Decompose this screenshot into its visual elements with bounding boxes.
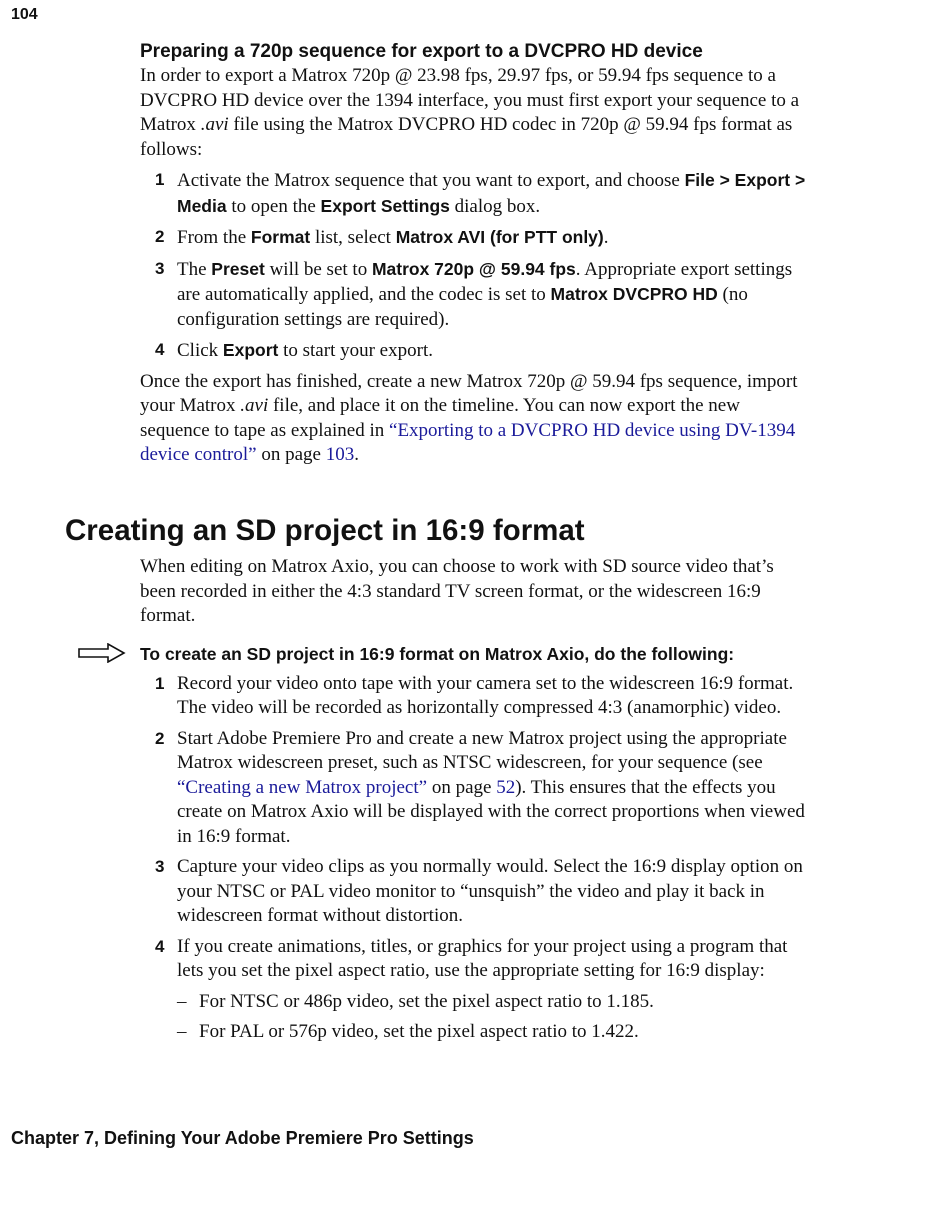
step-text: Click xyxy=(177,340,223,361)
subsection-heading: Preparing a 720p sequence for export to a DVCPRO HD device xyxy=(140,41,703,62)
section-intro: When editing on Matrox Axio, you can choose to work with SD source video that’s been recorded in either the 4:3 standard TV screen format, or the widescreen 16:9 format. xyxy=(140,556,774,626)
ui-term: Format xyxy=(250,227,311,247)
step-number: 1 xyxy=(155,170,165,189)
step-3 xyxy=(140,855,812,929)
outro-text: Once the export has finished, create a new Matrox 720p @ 59.94 fps sequence, import your Matrox xyxy=(140,370,798,416)
ui-term: Export xyxy=(222,340,279,360)
page-link[interactable]: 103 xyxy=(325,444,355,465)
intro-avi: .avi xyxy=(200,114,229,135)
right-arrow-outline-icon xyxy=(78,643,126,663)
step-text: Capture your video clips as you normally would. Select the 16:9 display option on your NTSC or PAL video monitor to “unsquish” the video and play it back in widescreen format without distortion. xyxy=(177,856,803,926)
step-number: 4 xyxy=(155,936,165,956)
bullet-pal xyxy=(177,1020,812,1045)
intro-text-1: In order to export a Matrox 720p @ 23.98 fps, 29.97 fps, or 59.94 fps sequence to a DVCPRO HD device over the 1394 interface, you must first export your sequence to a Matrox xyxy=(140,65,800,135)
outro-text: . xyxy=(354,444,359,465)
step-number: 1 xyxy=(155,673,165,693)
step-3 xyxy=(140,257,812,333)
cross-reference-link[interactable]: “Creating a new Matrox project” xyxy=(177,776,428,798)
outro-avi: .avi xyxy=(240,395,269,416)
page-number: 104 xyxy=(11,6,38,23)
export-steps xyxy=(140,168,812,364)
procedure-lead: To create an SD project in 16:9 format on Matrox Axio, do the following: xyxy=(140,643,735,664)
menu-path: File > Export > Media xyxy=(177,170,806,216)
step-number: 2 xyxy=(155,227,165,246)
bullet-text: For NTSC or 486p video, set the pixel aspect ratio to 1.185. xyxy=(199,990,654,1012)
outro-text: on page xyxy=(256,444,326,465)
step-text: If you create animations, titles, or graphics for your project using a program that lets you set the pixel aspect ratio, use the appropriate setting for 16:9 display: xyxy=(177,935,788,981)
outro-text: file, and place it on the timeline. You can now export the new sequence to tape as explained in xyxy=(140,395,740,441)
step-number: 2 xyxy=(155,728,165,748)
sd-steps xyxy=(140,672,812,1045)
step-text: Start Adobe Premiere Pro and create a new Matrox project using the appropriate Matrox widescreen preset, such as NTSC widescreen, for your sequence (see xyxy=(177,727,787,773)
section-title: Creating an SD project in 16:9 format xyxy=(65,514,585,547)
step-2 xyxy=(140,225,812,251)
step-2 xyxy=(140,727,812,850)
section-720p-export xyxy=(140,40,812,468)
intro-text-2: file using the Matrox DVCPRO HD codec in 720p @ 59.94 fps format as follows: xyxy=(140,114,793,160)
ui-term: Matrox 720p @ 59.94 fps xyxy=(371,258,576,279)
step-text: . xyxy=(603,227,609,248)
ui-term: Matrox AVI (for PTT only) xyxy=(395,227,604,247)
ui-term: Preset xyxy=(211,258,265,279)
step-text: Activate the Matrox sequence that you want to export, and choose xyxy=(177,170,685,191)
bullet-ntsc xyxy=(177,990,812,1015)
step-1 xyxy=(140,168,812,219)
step-text: on page xyxy=(427,776,497,798)
step-text: The xyxy=(177,258,212,280)
step-text: Record your video onto tape with your camera set to the widescreen 16:9 format. The video will be recorded as horizontally compressed 4:3 (anamorphic) video. xyxy=(177,672,794,718)
step-text: to open the xyxy=(226,195,321,217)
bullet-text: For PAL or 576p video, set the pixel aspect ratio to 1.422. xyxy=(199,1021,639,1042)
dialog-name: Export Settings xyxy=(320,195,450,216)
step-text: . Appropriate export settings are automatically applied, and the codec is set to xyxy=(177,258,793,305)
cross-reference-link[interactable]: “Exporting to a DVCPRO HD device using DV-1394 device control” xyxy=(140,419,796,465)
step-text: (no configuration settings are required). xyxy=(177,284,748,330)
step-number: 3 xyxy=(155,258,165,278)
dash-mark: – xyxy=(177,1021,187,1042)
step-text: will be set to xyxy=(264,258,372,280)
step-text: to start your export. xyxy=(278,340,433,361)
step-text: ). This ensures that the effects you create on Matrox Axio will be displayed with the correct proportions when viewed in 16:9 format. xyxy=(177,776,805,847)
step-text: list, select xyxy=(310,227,396,248)
step-1 xyxy=(140,672,812,721)
ui-term: Matrox DVCPRO HD xyxy=(550,284,718,304)
outro-paragraph xyxy=(140,370,812,468)
intro-paragraph xyxy=(140,64,812,162)
step-number: 3 xyxy=(155,857,165,876)
step-text: dialog box. xyxy=(449,195,541,217)
step-4 xyxy=(140,935,812,1045)
chapter-footer: Chapter 7, Defining Your Adobe Premiere Pro Settings xyxy=(11,1128,474,1148)
dash-mark: – xyxy=(177,990,187,1012)
step-4 xyxy=(140,338,812,364)
section-sd-16-9 xyxy=(140,555,812,1045)
step-number: 4 xyxy=(155,340,165,359)
step-text: From the xyxy=(177,227,251,248)
page-link[interactable]: 52 xyxy=(496,776,516,798)
